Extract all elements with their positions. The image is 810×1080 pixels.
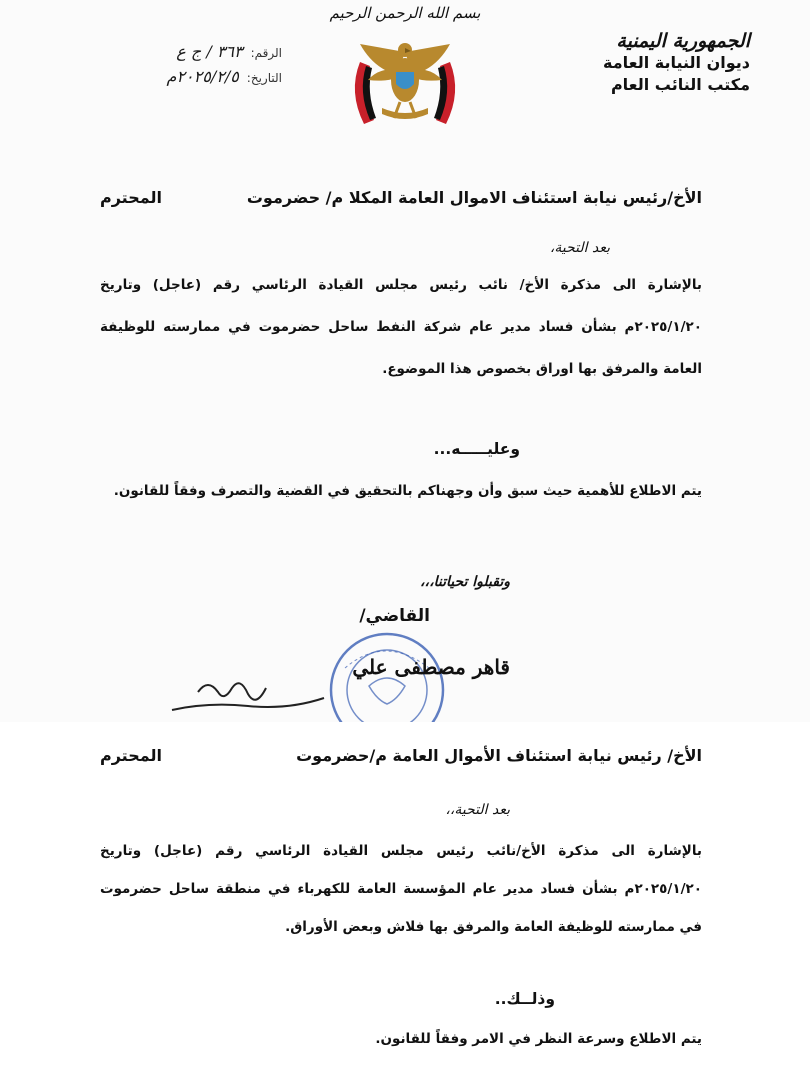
reference-label: الرقم: — [250, 46, 282, 60]
greeting-2: بعد التحية،، — [445, 802, 510, 818]
basmala: بسم الله الرحمن الرحيم — [329, 4, 481, 22]
section-heading-2: وذلــك.. — [494, 990, 555, 1008]
addressee-text: الأخ/رئيس نيابة استئناف الاموال العامة المكلا م/ حضرموت — [246, 188, 702, 207]
reference-value: ٣٦٣ / ج ع — [176, 42, 243, 61]
addressee-line — [100, 188, 702, 207]
office-name: ديوان النيابة العامة — [603, 53, 750, 72]
body-paragraph: بالإشارة الى مذكرة الأخ/ نائب رئيس مجلس القيادة الرئاسي رقم (عاجل) وتاريخ ٢٠٢٥/١/٢٠م بشأن فساد مدير عام شركة النفط ساحل حضرموت في ممارسته للوظيفة العامة والمرفق بها اوراق بخصوص هذا الموضوع. — [100, 277, 702, 377]
office-subname: مكتب النائب العام — [610, 74, 750, 94]
reference-block — [72, 42, 282, 92]
body-paragraph-2: يتم الاطلاع للأهمية حيث سبق وأن وجهناكم بالتحقيق في القضية والتصرف وفقاً للقانون. — [113, 483, 702, 499]
letter-sheet-2 — [0, 724, 810, 1080]
addressee-line-2 — [100, 746, 702, 765]
section-heading: وعليـــــه... — [433, 440, 520, 458]
letterhead-emblem — [325, 4, 485, 132]
reference-number-row — [72, 42, 282, 61]
body-paragraph-4: يتم الاطلاع وسرعة النظر في الامر وفقاً للقانون. — [375, 1031, 702, 1047]
honorific-text-2: المحترم — [100, 746, 162, 765]
republic-name: الجمهورية اليمنية — [616, 30, 750, 52]
date-label: التاريخ: — [246, 71, 282, 85]
greeting: بعد التحية، — [549, 240, 610, 256]
closing-text: وتقبلوا تحياتنا،،، — [420, 574, 510, 590]
signer-name: قاهر مصطفى علي — [352, 655, 510, 679]
eagle-emblem-icon — [330, 22, 480, 132]
honorific-text: المحترم — [100, 188, 162, 207]
signature-scribble-icon — [168, 672, 328, 717]
date-value: ٢٠٢٥/٢/٥م — [166, 67, 239, 86]
addressee-text-2: الأخ/ رئيس نيابة استئناف الأموال العامة م/حضرموت — [296, 746, 702, 765]
letterhead-org — [550, 30, 750, 95]
body-paragraph-3: بالإشارة الى مذكرة الأخ/نائب رئيس مجلس القيادة الرئاسي رقم (عاجل) وتاريخ ٢٠٢٥/١/٢٠م بشأن فساد مدير عام المؤسسة العامة للكهرباء في منطقة ساحل حضرموت في ممارسته للوظيفة العامة والمرفق بها فلاش وبعض الأوراق. — [100, 843, 702, 935]
reference-date-row — [72, 67, 282, 86]
signer-title: القاضي/ — [359, 606, 430, 626]
